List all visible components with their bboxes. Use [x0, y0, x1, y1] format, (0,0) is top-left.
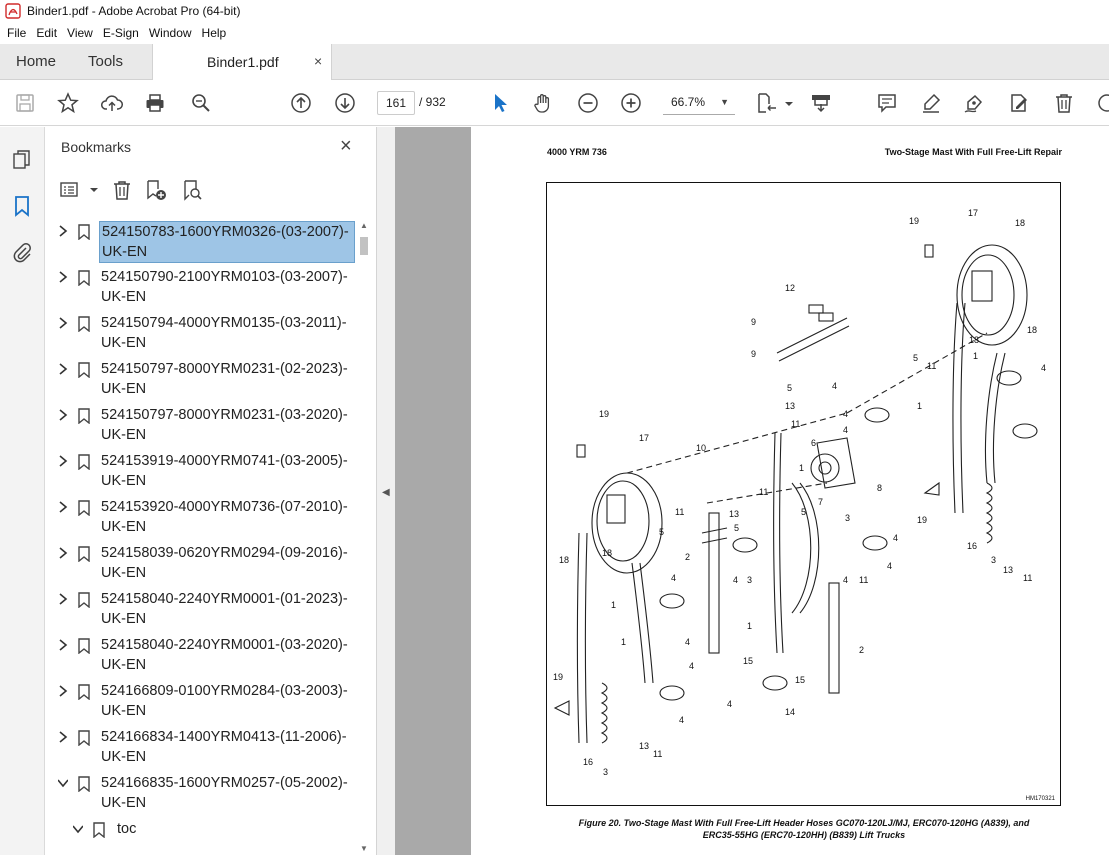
callout-19b: 19	[599, 409, 610, 419]
left-navigation-rail	[0, 127, 45, 855]
callout-5b: 5	[787, 383, 793, 393]
bookmark-icon	[77, 546, 91, 562]
bookmark-item[interactable]	[45, 771, 357, 817]
document-tab-label: Binder1.pdf	[207, 54, 279, 70]
callout-5: 5	[913, 353, 919, 363]
callout-19c: 19	[917, 515, 928, 525]
chevron-right-icon[interactable]	[58, 317, 68, 329]
callout-18c: 18	[969, 335, 980, 345]
bookmark-label: 524166835-1600YRM0257-(05-2002)-UK-EN	[101, 775, 348, 811]
bookmark-item[interactable]	[45, 633, 357, 679]
tab-document[interactable]	[152, 44, 332, 81]
callout-10: 10	[696, 443, 707, 453]
callout-11e: 11	[859, 575, 869, 585]
page-up-icon[interactable]	[290, 92, 312, 114]
chevron-right-icon[interactable]	[58, 685, 68, 697]
scroll-down-icon[interactable]: ▼	[360, 844, 368, 853]
new-bookmark-icon[interactable]	[145, 179, 167, 201]
callout-6: 6	[811, 438, 817, 448]
callout-4b: 4	[832, 381, 838, 391]
callout-11: 11	[927, 361, 937, 371]
bookmark-icon	[92, 822, 106, 838]
chevron-down-icon[interactable]	[58, 777, 68, 789]
callout-17: 17	[968, 208, 979, 218]
bookmark-list	[45, 219, 357, 855]
scroll-mode-icon[interactable]	[810, 92, 832, 114]
callout-9: 9	[751, 317, 757, 327]
callout-7: 7	[818, 497, 824, 507]
callout-4k: 4	[689, 661, 695, 671]
menu-help[interactable]: Help	[201, 26, 227, 40]
options-dropdown-icon[interactable]	[83, 179, 93, 201]
bookmark-label: 524150783-1600YRM0326-(03-2007)-UK-EN	[99, 221, 355, 263]
page-header-left: 4000 YRM 736	[547, 147, 607, 157]
callout-9b: 9	[751, 349, 757, 359]
attachments-icon[interactable]	[11, 241, 33, 263]
callout-13c: 13	[1003, 565, 1014, 575]
acrobat-logo-icon	[5, 3, 21, 19]
exploded-diagram	[546, 182, 1061, 806]
bookmark-item[interactable]	[45, 679, 357, 725]
chevron-right-icon[interactable]	[58, 593, 68, 605]
callout-12: 12	[785, 283, 796, 293]
callout-4c: 4	[843, 409, 849, 419]
bookmark-label: 524153919-4000YRM0741-(03-2005)-UK-EN	[101, 453, 348, 489]
callout-19d: 19	[553, 672, 564, 682]
callout-2b: 2	[859, 645, 865, 655]
caption-line-1: Figure 20. Two-Stage Mast With Full Free-Lift Header Hoses GC070-120LJ/MJ, ERC070-120HG (A839), and	[578, 818, 1030, 828]
callout-18b: 18	[1027, 325, 1038, 335]
sign-icon[interactable]	[963, 92, 985, 114]
zoom-level-dropdown[interactable]	[663, 91, 735, 115]
bookmark-label: 524166809-0100YRM0284-(03-2003)-UK-EN	[101, 683, 348, 719]
callout-19: 19	[909, 216, 920, 226]
callout-1f: 1	[747, 621, 753, 631]
callout-3d: 3	[603, 767, 609, 777]
callout-1e: 1	[621, 637, 627, 647]
bookmark-icon	[77, 730, 91, 746]
bookmark-icon	[77, 408, 91, 424]
bookmark-label: 524158039-0620YRM0294-(09-2016)-UK-EN	[101, 545, 348, 581]
callout-4e: 4	[893, 533, 899, 543]
bookmark-icon	[77, 316, 91, 332]
bookmark-item[interactable]	[45, 311, 357, 357]
zoom-out-icon[interactable]	[577, 92, 599, 114]
figure-code: HM170321	[1025, 796, 1055, 802]
callout-1: 1	[973, 351, 979, 361]
tab-bar	[0, 44, 1109, 80]
callout-3: 3	[845, 513, 851, 523]
callout-4d: 4	[843, 425, 849, 435]
callout-5d: 5	[734, 523, 740, 533]
callout-1d: 1	[611, 600, 617, 610]
callout-13b: 13	[729, 509, 740, 519]
chevron-right-icon[interactable]	[58, 639, 68, 651]
panel-splitter[interactable]	[377, 127, 395, 855]
bookmark-label: 524158040-2240YRM0001-(01-2023)-UK-EN	[101, 591, 348, 627]
callout-11c: 11	[759, 487, 769, 497]
scroll-up-icon[interactable]: ▲	[360, 221, 368, 230]
page-thumbnails-icon[interactable]	[11, 149, 33, 171]
upload-icon[interactable]	[101, 92, 123, 114]
bookmark-label: 524150794-4000YRM0135-(03-2011)-UK-EN	[101, 315, 347, 351]
callout-11b: 11	[791, 419, 801, 429]
bookmark-icon	[77, 500, 91, 516]
print-icon[interactable]	[144, 92, 166, 114]
bookmark-item[interactable]	[45, 725, 357, 771]
page-header-right: Two-Stage Mast With Full Free-Lift Repair	[884, 147, 1062, 157]
callout-11d: 11	[675, 507, 685, 517]
highlight-icon[interactable]	[920, 92, 942, 114]
bookmark-item[interactable]	[45, 357, 357, 403]
callout-18: 18	[1015, 218, 1026, 228]
page-fit-icon[interactable]	[756, 92, 778, 114]
hose-assembly-drawing	[547, 183, 1059, 804]
bookmark-item[interactable]	[45, 219, 357, 265]
menu-edit[interactable]: Edit	[36, 26, 58, 40]
bookmarks-panel	[45, 127, 377, 855]
bookmark-icon	[77, 638, 91, 654]
caption-line-2: ERC35-55HG (ERC70-120HH) (B839) Lift Trucks	[702, 830, 906, 840]
callout-15b: 15	[795, 675, 806, 685]
bookmark-item[interactable]	[45, 587, 357, 633]
zoom-in-icon[interactable]	[620, 92, 642, 114]
chevron-down-icon: ▼	[720, 97, 729, 107]
callout-4j: 4	[685, 637, 691, 647]
bookmark-scrollbar[interactable]	[357, 219, 371, 855]
zoom-level-value: 66.7%	[671, 95, 706, 109]
chevron-right-icon[interactable]	[58, 363, 68, 375]
menu-view[interactable]: View	[67, 26, 93, 40]
bookmark-icon	[77, 592, 91, 608]
select-cursor-icon[interactable]	[489, 92, 511, 114]
chevron-right-icon[interactable]	[58, 225, 68, 237]
bookmarks-icon[interactable]	[11, 195, 33, 217]
callout-18d: 18	[602, 548, 613, 558]
callout-4l: 4	[727, 699, 733, 709]
close-panel-icon[interactable]: ×	[340, 135, 352, 157]
bookmark-label: 524153920-4000YRM0736-(07-2010)-UK-EN	[101, 499, 348, 535]
bookmark-icon	[77, 454, 91, 470]
callout-17b: 17	[639, 433, 650, 443]
bookmark-icon	[77, 224, 91, 240]
callout-4h: 4	[887, 561, 893, 571]
callout-5e: 5	[659, 527, 665, 537]
chevron-right-icon[interactable]	[58, 409, 68, 421]
hand-icon[interactable]	[532, 92, 554, 114]
find-icon[interactable]	[190, 92, 212, 114]
page-fit-dropdown-icon[interactable]	[778, 92, 788, 114]
save-icon[interactable]	[14, 92, 36, 114]
bookmark-icon	[77, 362, 91, 378]
edit-pdf-icon[interactable]	[1008, 92, 1030, 114]
page-down-icon[interactable]	[334, 92, 356, 114]
menu-esign[interactable]: E-Sign	[102, 26, 139, 40]
find-bookmark-icon[interactable]	[181, 179, 203, 201]
title-bar	[0, 0, 1109, 22]
collapse-panel-icon[interactable]: ◀	[382, 487, 390, 498]
toolbar	[0, 80, 1109, 126]
document-view[interactable]	[395, 127, 1109, 855]
callout-4f: 4	[733, 575, 739, 585]
bookmark-child-item[interactable]	[45, 817, 357, 847]
options-menu-icon[interactable]	[59, 179, 81, 201]
window-title: Binder1.pdf - Adobe Acrobat Pro (64-bit)	[27, 4, 241, 18]
menu-bar	[0, 22, 1109, 44]
callout-3b: 3	[747, 575, 753, 585]
bookmark-label: 524150797-8000YRM0231-(02-2023)-UK-EN	[101, 361, 348, 397]
bookmark-label: 524150790-2100YRM0103-(03-2007)-UK-EN	[101, 269, 348, 305]
close-tab-icon[interactable]: ×	[314, 53, 323, 69]
bookmark-label: 524150797-8000YRM0231-(03-2020)-UK-EN	[101, 407, 348, 443]
delete-icon[interactable]	[1053, 92, 1075, 114]
menu-file[interactable]: File	[7, 26, 27, 40]
chevron-right-icon[interactable]	[58, 501, 68, 513]
callout-4: 4	[1041, 363, 1047, 373]
bookmark-icon	[77, 776, 91, 792]
callout-11f: 11	[1023, 573, 1033, 583]
callout-3c: 3	[991, 555, 997, 565]
bookmark-item[interactable]	[45, 495, 357, 541]
tab-tools[interactable]: Tools	[88, 53, 124, 70]
star-icon[interactable]	[57, 92, 79, 114]
chevron-down-icon[interactable]	[73, 823, 83, 835]
bookmark-item[interactable]	[45, 403, 357, 449]
bookmark-icon	[77, 270, 91, 286]
callout-1c: 1	[799, 463, 805, 473]
comment-icon[interactable]	[876, 92, 898, 114]
bookmark-item[interactable]	[45, 541, 357, 587]
callout-18e: 18	[559, 555, 570, 565]
more-tools-icon[interactable]	[1096, 92, 1109, 114]
tab-home[interactable]: Home	[16, 53, 57, 70]
callout-15: 15	[743, 656, 754, 666]
bookmark-label: 524166834-1400YRM0413-(11-2006)-UK-EN	[101, 729, 347, 765]
figure-caption	[543, 817, 1065, 841]
menu-window[interactable]: Window	[148, 26, 192, 40]
chevron-right-icon[interactable]	[58, 455, 68, 467]
chevron-right-icon[interactable]	[58, 731, 68, 743]
page-number-input[interactable]: 161	[377, 91, 415, 115]
chevron-right-icon[interactable]	[58, 547, 68, 559]
callout-1b: 1	[917, 401, 923, 411]
callout-8: 8	[877, 483, 883, 493]
bookmark-item[interactable]	[45, 265, 357, 311]
callout-5c: 5	[801, 507, 807, 517]
callout-16b: 16	[583, 757, 594, 767]
delete-bookmark-icon[interactable]	[111, 179, 133, 201]
scroll-thumb[interactable]	[360, 237, 368, 255]
callout-14: 14	[785, 707, 796, 717]
callout-4g: 4	[843, 575, 849, 585]
chevron-right-icon[interactable]	[58, 271, 68, 283]
bookmark-icon	[77, 684, 91, 700]
callout-2: 2	[685, 552, 691, 562]
callout-4m: 4	[679, 715, 685, 725]
callout-13: 13	[785, 401, 796, 411]
callout-13d: 13	[639, 741, 650, 751]
callout-11g: 11	[653, 749, 663, 759]
callout-16: 16	[967, 541, 978, 551]
bookmark-child-label: toc	[117, 821, 137, 837]
bookmark-item[interactable]	[45, 449, 357, 495]
page-total: / 932	[419, 95, 446, 109]
bookmark-label: 524158040-2240YRM0001-(03-2020)-UK-EN	[101, 637, 348, 673]
pdf-page	[471, 127, 1109, 855]
bookmark-tools	[45, 173, 377, 207]
callout-4i: 4	[671, 573, 677, 583]
bookmarks-title: Bookmarks	[61, 139, 132, 155]
